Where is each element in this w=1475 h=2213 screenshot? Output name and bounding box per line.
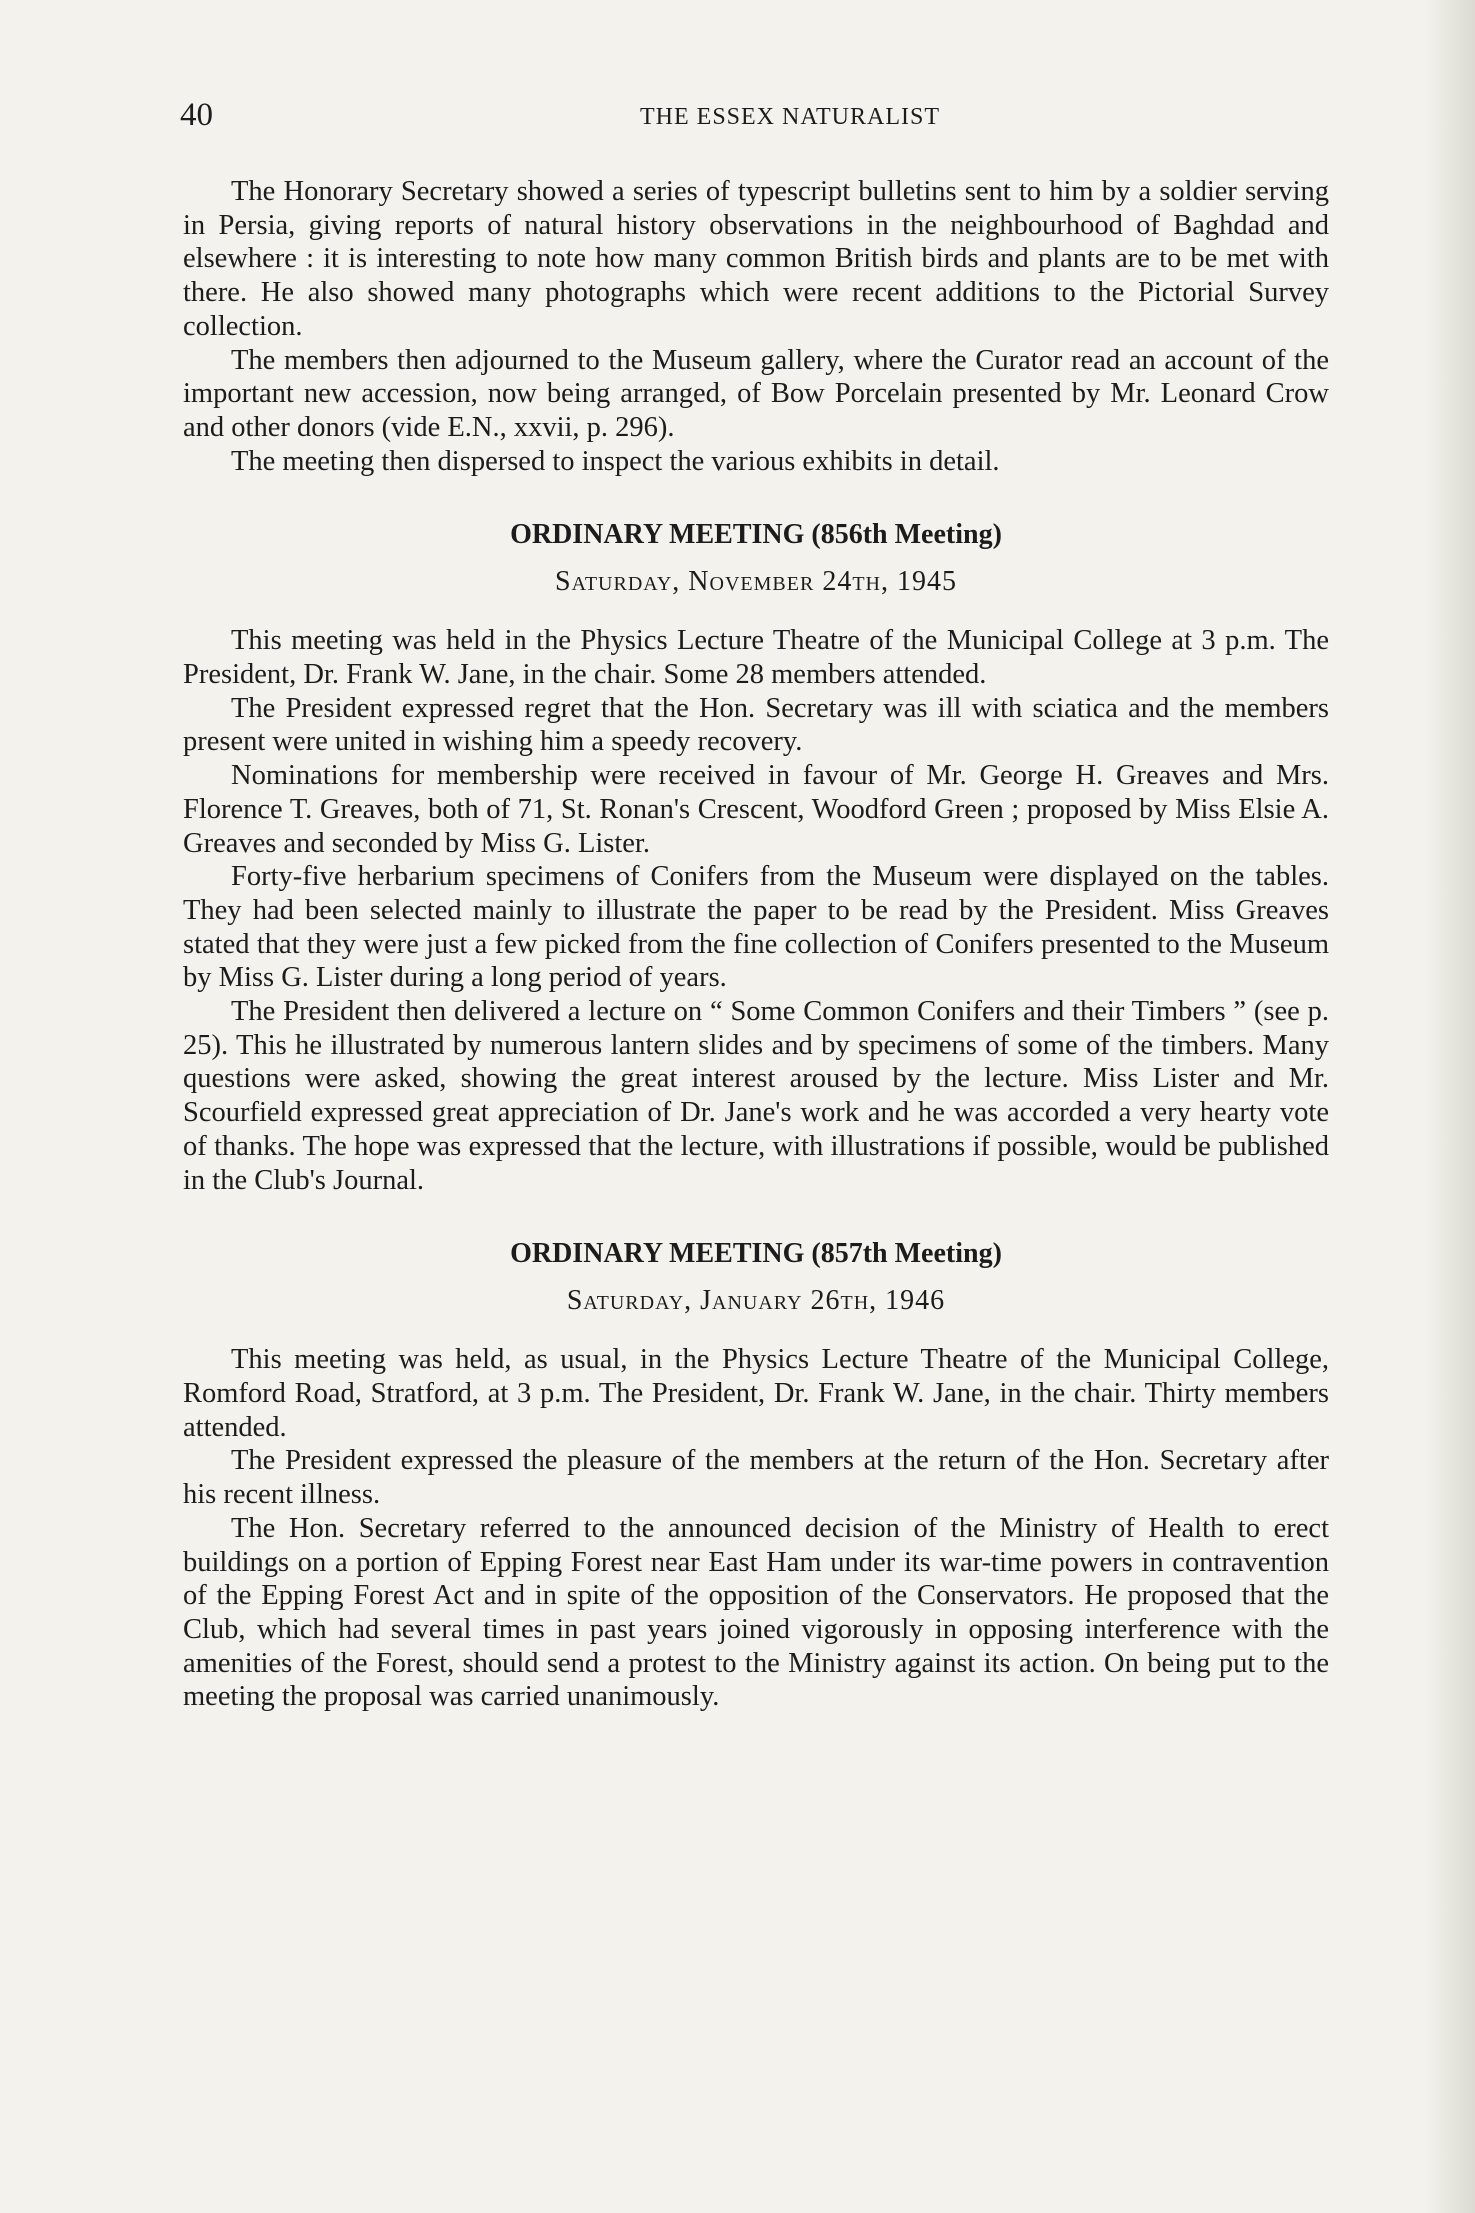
meeting-paragraph: The President expressed the pleasure of the members at the return of the Hon. Secretary after his recent illness. — [183, 1445, 1329, 1511]
meeting-paragraph: This meeting was held in the Physics Lecture Theatre of the Municipal College at 3 p.m. The President, Dr. Frank W. Jane, in the chair. Some 28 members attended. — [183, 625, 1329, 691]
meeting-heading: ORDINARY MEETING (857th Meeting) — [510, 1238, 1002, 1270]
meeting-paragraph: The President then delivered a lecture on “ Some Common Conifers and their Timbers ” (see p. 25). This he illustrated by numerous lantern slides and by specimens of some of the timbers. Many questions were asked, showing the great interest aroused by the lecture. Miss Lister and Mr. Scourfield expressed great appreciation of Dr. Jane's work and he was accorded a very hearty vote of thanks. The hope was expressed that the lecture, with illustrations if possible, would be published in the Club's Journal. — [183, 996, 1329, 1196]
meeting-paragraph: The Hon. Secretary referred to the announced decision of the Ministry of Health to erect buildings on a portion of Epping Forest near East Ham under its war-time powers in contravention of the Epping Forest Act and in spite of the opposition of the Conservators. He proposed that the Club, which had several times in past years joined vigorously in opposing interference with the amenities of the Forest, should send a protest to the Ministry against its action. On being put to the meeting the proposal was carried unanimously. — [183, 1512, 1329, 1713]
body-text — [183, 175, 1329, 1714]
meeting-date: Saturday, January 26th, 1946 — [566, 1285, 946, 1317]
meeting-date: Saturday, November 24th, 1945 — [555, 566, 957, 598]
intro-paragraph: The meeting then dispersed to inspect the various exhibits in detail. — [231, 445, 1000, 477]
meeting-paragraph: This meeting was held, as usual, in the Physics Lecture Theatre of the Municipal College, Romford Road, Stratford, at 3 p.m. The President, Dr. Frank W. Jane, in the chair. Thirty members attended. — [183, 1344, 1329, 1443]
journal-title: THE ESSEX NATURALIST — [640, 104, 940, 130]
intro-paragraph: The members then adjourned to the Museum gallery, where the Curator read an account of the important new accession, now being arranged, of Bow Porcelain presented by Mr. Leonard Crow and other donors (vide E.N., xxvii, p. 296). — [183, 344, 1329, 443]
meeting-paragraph: The President expressed regret that the Hon. Secretary was ill with sciatica and the members present were united in wishing him a speedy recovery. — [183, 692, 1329, 758]
meeting-heading: ORDINARY MEETING (856th Meeting) — [510, 519, 1002, 551]
page-edge-shadow — [1425, 0, 1475, 2213]
running-head — [180, 95, 1330, 135]
intro-paragraph: The Honorary Secretary showed a series of typescript bulletins sent to him by a soldier serving in Persia, giving reports of natural history observations in the neighbourhood of Baghdad and elsewhere : it is interesting to note how many common British birds and plants are to be met with there. He also showed many photographs which were recent additions to the Pictorial Survey collection. — [183, 176, 1329, 342]
meeting-paragraph: Nominations for membership were received in favour of Mr. George H. Greaves and Mrs. Florence T. Greaves, both of 71, St. Ronan's Crescent, Woodford Green ; proposed by Miss Elsie A. Greaves and seconded by Miss G. Lister. — [183, 760, 1329, 859]
page-number: 40 — [180, 97, 213, 133]
meeting-paragraph: Forty-five herbarium specimens of Conifers from the Museum were displayed on the tables. They had been selected mainly to illustrate the paper to be read by the President. Miss Greaves stated that they were just a few picked from the fine collection of Conifers presented to the Museum by Miss G. Lister during a long period of years. — [183, 861, 1329, 994]
